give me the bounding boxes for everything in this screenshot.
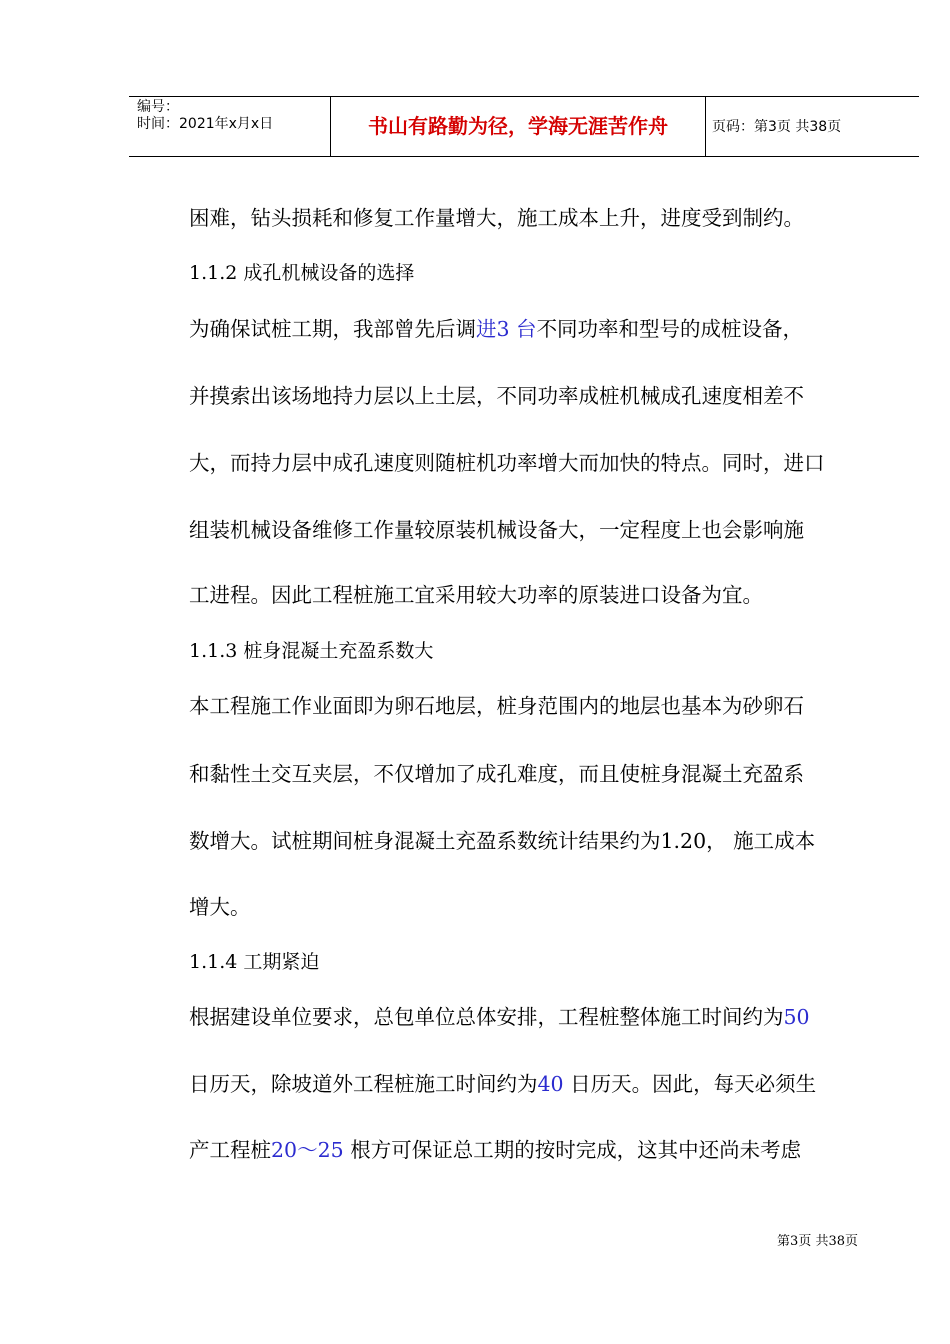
body-line: 困难，钻头损耗和修复工作量增大，施工成本上升，进度受到制约。 — [189, 206, 804, 230]
text-run: 根据建设单位要求，总包单位总体安排，工程桩整体施工时间约为 — [189, 1005, 784, 1029]
body-line: 工进程。因此工程桩施工宜采用较大功率的原装进口设备为宜。 — [189, 583, 763, 607]
highlight-value: 进3 台 — [476, 317, 537, 341]
header-divider-right — [705, 96, 706, 157]
highlight-value: 50 — [783, 1005, 810, 1029]
text-run: 日历天，除坡道外工程桩施工时间约为 — [189, 1072, 538, 1096]
highlight-value: 20～25 — [271, 1138, 344, 1162]
header-motto: 书山有路勤为径，学海无涯苦作舟 — [368, 114, 668, 138]
body-line — [189, 315, 803, 343]
text-run: 为确保试桩工期，我部曾先后调 — [189, 317, 476, 341]
body-line: 并摸索出该场地持力层以上土层，不同功率成桩机械成孔速度相差不 — [189, 384, 804, 408]
body-line: 数增大。试桩期间桩身混凝土充盈系数统计结果约为1.20， 施工成本 — [189, 829, 816, 853]
header-bottom-rule — [129, 156, 919, 157]
body-line — [189, 1003, 810, 1031]
body-line: 增大。 — [189, 895, 251, 919]
section-heading-1-1-3: 1.1.3 桩身混凝土充盈系数大 — [189, 640, 434, 662]
text-run: 不同功率和型号的成桩设备， — [536, 317, 804, 341]
body-line — [189, 1136, 801, 1164]
section-heading-1-1-2: 1.1.2 成孔机械设备的选择 — [189, 262, 415, 284]
body-line: 本工程施工作业面即为卵石地层，桩身范围内的地层也基本为砂卵石 — [189, 694, 804, 718]
body-line: 组装机械设备维修工作量较原装机械设备大，一定程度上也会影响施 — [189, 518, 804, 542]
text-run: 根方可保证总工期的按时完成，这其中还尚未考虑 — [343, 1138, 802, 1162]
header-page-label: 页码：第3页 共38页 — [712, 119, 842, 135]
section-heading-1-1-4: 1.1.4 工期紧迫 — [189, 951, 320, 973]
text-run: 产工程桩 — [189, 1138, 271, 1162]
body-line: 和黏性土交互夹层，不仅增加了成孔难度，而且使桩身混凝土充盈系 — [189, 762, 804, 786]
header-top-rule — [129, 96, 919, 97]
highlight-value: 40 — [537, 1072, 564, 1096]
header-number-label: 编号： — [137, 99, 179, 115]
text-run: 日历天。因此，每天必须生 — [563, 1072, 817, 1096]
body-line — [189, 1070, 816, 1098]
footer-page-number: 第3页 共38页 — [777, 1234, 858, 1249]
body-line: 大，而持力层中成孔速度则随桩机功率增大而加快的特点。同时，进口 — [189, 451, 825, 475]
header-time-label: 时间：2021年x月x日 — [137, 116, 274, 132]
